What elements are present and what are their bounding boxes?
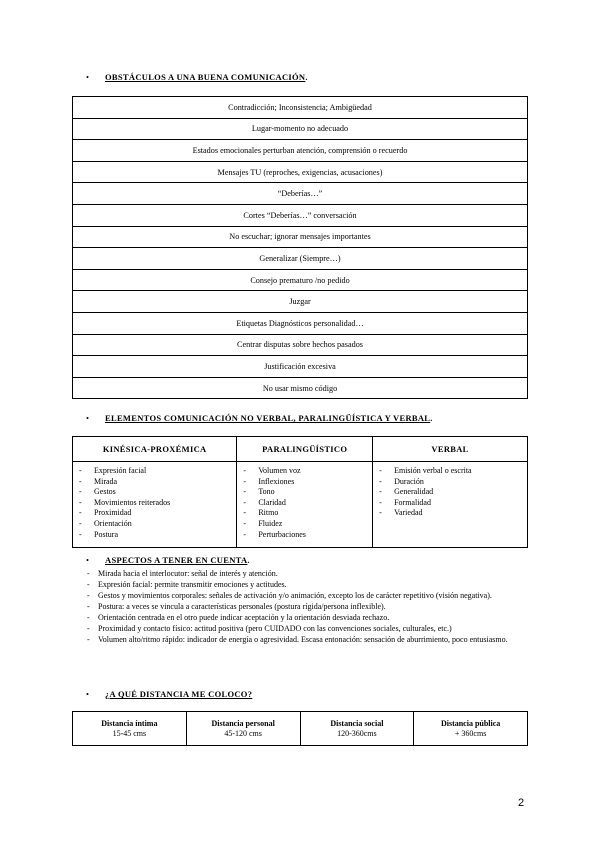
- verbal-item: - Duración: [374, 477, 526, 488]
- aspect-item: - Gestos y movimientos corporales: señales de activación y/o animación, excepto los de carácter repetitivo (visión negativa).: [88, 590, 528, 601]
- distance-cell: [300, 712, 414, 746]
- bullet: •: [86, 413, 90, 423]
- obstacle-row: [73, 118, 528, 140]
- obstacle-cell: Consejo prematuro /no pedido: [73, 269, 528, 291]
- verbal-cell: [373, 462, 528, 548]
- obstacle-row: [73, 377, 528, 399]
- obstacle-row: [73, 161, 528, 183]
- distance-label: Distancia íntima: [101, 718, 158, 728]
- distance-label: Distancia social: [330, 718, 384, 728]
- verbal-item: - Generalidad: [374, 487, 526, 498]
- kinesica-item: - Orientación: [74, 519, 235, 530]
- verbal-list: [374, 466, 526, 519]
- obstacle-cell: Justificación excesiva: [73, 356, 528, 378]
- aspect-item: - Volumen alto/ritmo rápido: indicador de energía o agresividad. Escasa entonación: sensación de aburrimiento, poco entusiasmo.: [88, 634, 528, 645]
- paralinguistico-item: - Claridad: [238, 498, 371, 509]
- aspect-item: - Mirada hacia el interlocutor: señal de interés y atención.: [88, 568, 528, 579]
- distance-cell: [73, 712, 187, 746]
- header-kinesica: KINÉSICA-PROXÉMICA: [73, 437, 237, 462]
- obstacle-row: [73, 97, 528, 119]
- distance-value: 15-45 cms: [112, 728, 147, 738]
- obstacle-row: [73, 291, 528, 313]
- obstacle-row: [73, 269, 528, 291]
- distance-label: Distancia pública: [440, 718, 501, 728]
- obstacle-row: [73, 312, 528, 334]
- obstacles-table: [72, 96, 528, 399]
- kinesica-item: - Expresión facial: [74, 466, 235, 477]
- obstacle-cell: Lugar-momento no adecuado: [73, 118, 528, 140]
- distance-title: ¿A QUÉ DISTANCIA ME COLOCO?: [105, 689, 253, 699]
- distance-cell: [414, 712, 528, 746]
- obstacle-cell: No usar mismo código: [73, 377, 528, 399]
- kinesica-item: - Proximidad: [74, 508, 235, 519]
- aspect-item: - Proximidad y contacto físico: actitud positiva (pero CUIDADO con las convenciones sociales, culturales, etc.): [88, 623, 528, 634]
- header-paralinguistico: PARALINGÜÍSTICO: [237, 437, 373, 462]
- obstacle-cell: Cortes “Deberías…” conversación: [73, 204, 528, 226]
- kinesica-item: - Mirada: [74, 477, 235, 488]
- verbal-item: - Formalidad: [374, 498, 526, 509]
- aspects-title: ASPECTOS A TENER EN CUENTA.: [105, 555, 250, 565]
- distance-table: [72, 711, 528, 746]
- obstacle-cell: Centrar disputas sobre hechos pasados: [73, 334, 528, 356]
- distance-cell: [186, 712, 300, 746]
- obstacle-cell: Contradicción; Inconsistencia; Ambigüedad: [73, 97, 528, 119]
- obstacle-row: [73, 356, 528, 378]
- distance-value: 45-120 cms: [224, 728, 262, 738]
- obstacle-cell: Generalizar (Siempre…): [73, 248, 528, 270]
- paralinguistico-item: - Ritmo: [238, 508, 371, 519]
- obstacle-row: [73, 140, 528, 162]
- aspect-item: - Postura: a veces se vincula a características personales (postura rígida/persona inflexible).: [88, 601, 528, 612]
- distance-value: + 360cms: [454, 728, 487, 738]
- obstacle-cell: Juzgar: [73, 291, 528, 313]
- aspects-list: [88, 568, 528, 645]
- kinesica-item: - Gestos: [74, 487, 235, 498]
- paralinguistico-cell: [237, 462, 373, 548]
- page-number: 2: [518, 797, 525, 809]
- obstacles-title: OBSTÁCULOS A UNA BUENA COMUNICACIÓN.: [105, 72, 308, 82]
- obstacle-cell: No escuchar; ignorar mensajes importantes: [73, 226, 528, 248]
- paralinguistico-item: - Tono: [238, 487, 371, 498]
- obstacle-cell: “Deberías…”: [73, 183, 528, 205]
- aspect-item: - Orientación centrada en el otro puede indicar aceptación y la orientación desviada rechazo.: [88, 612, 528, 623]
- paralinguistico-item: - Volumen voz: [238, 466, 371, 477]
- distance-value: 120-360cms: [337, 728, 377, 738]
- paralinguistico-item: - Fluidez: [238, 519, 371, 530]
- bullet: •: [86, 689, 90, 699]
- bullet: •: [86, 555, 90, 565]
- kinesica-cell: [73, 462, 237, 548]
- bullet: •: [86, 72, 90, 82]
- communication-elements-table: [72, 436, 528, 548]
- paralinguistico-item: - Inflexiones: [238, 477, 371, 488]
- verbal-item: - Emisión verbal o escrita: [374, 466, 526, 477]
- kinesica-item: - Movimientos reiterados: [74, 498, 235, 509]
- obstacle-cell: Mensajes TU (reproches, exigencias, acusaciones): [73, 161, 528, 183]
- kinesica-list: [74, 466, 235, 540]
- kinesica-item: - Postura: [74, 530, 235, 541]
- header-verbal: VERBAL: [373, 437, 528, 462]
- obstacle-row: [73, 226, 528, 248]
- obstacle-cell: Etiquetas Diagnósticos personalidad…: [73, 312, 528, 334]
- distance-label: Distancia personal: [211, 718, 275, 728]
- aspect-item: - Expresión facial: permite transmitir emociones y actitudes.: [88, 579, 528, 590]
- obstacle-row: [73, 183, 528, 205]
- nonverbal-title: ELEMENTOS COMUNICACIÓN NO VERBAL, PARALINGÜÍSTICA Y VERBAL.: [105, 413, 433, 423]
- obstacle-row: [73, 204, 528, 226]
- paralinguistico-list: [238, 466, 371, 540]
- verbal-item: - Variedad: [374, 508, 526, 519]
- obstacle-cell: Estados emocionales perturban atención, comprensión o recuerdo: [73, 140, 528, 162]
- obstacle-row: [73, 334, 528, 356]
- obstacle-row: [73, 248, 528, 270]
- paralinguistico-item: - Perturbaciones: [238, 530, 371, 541]
